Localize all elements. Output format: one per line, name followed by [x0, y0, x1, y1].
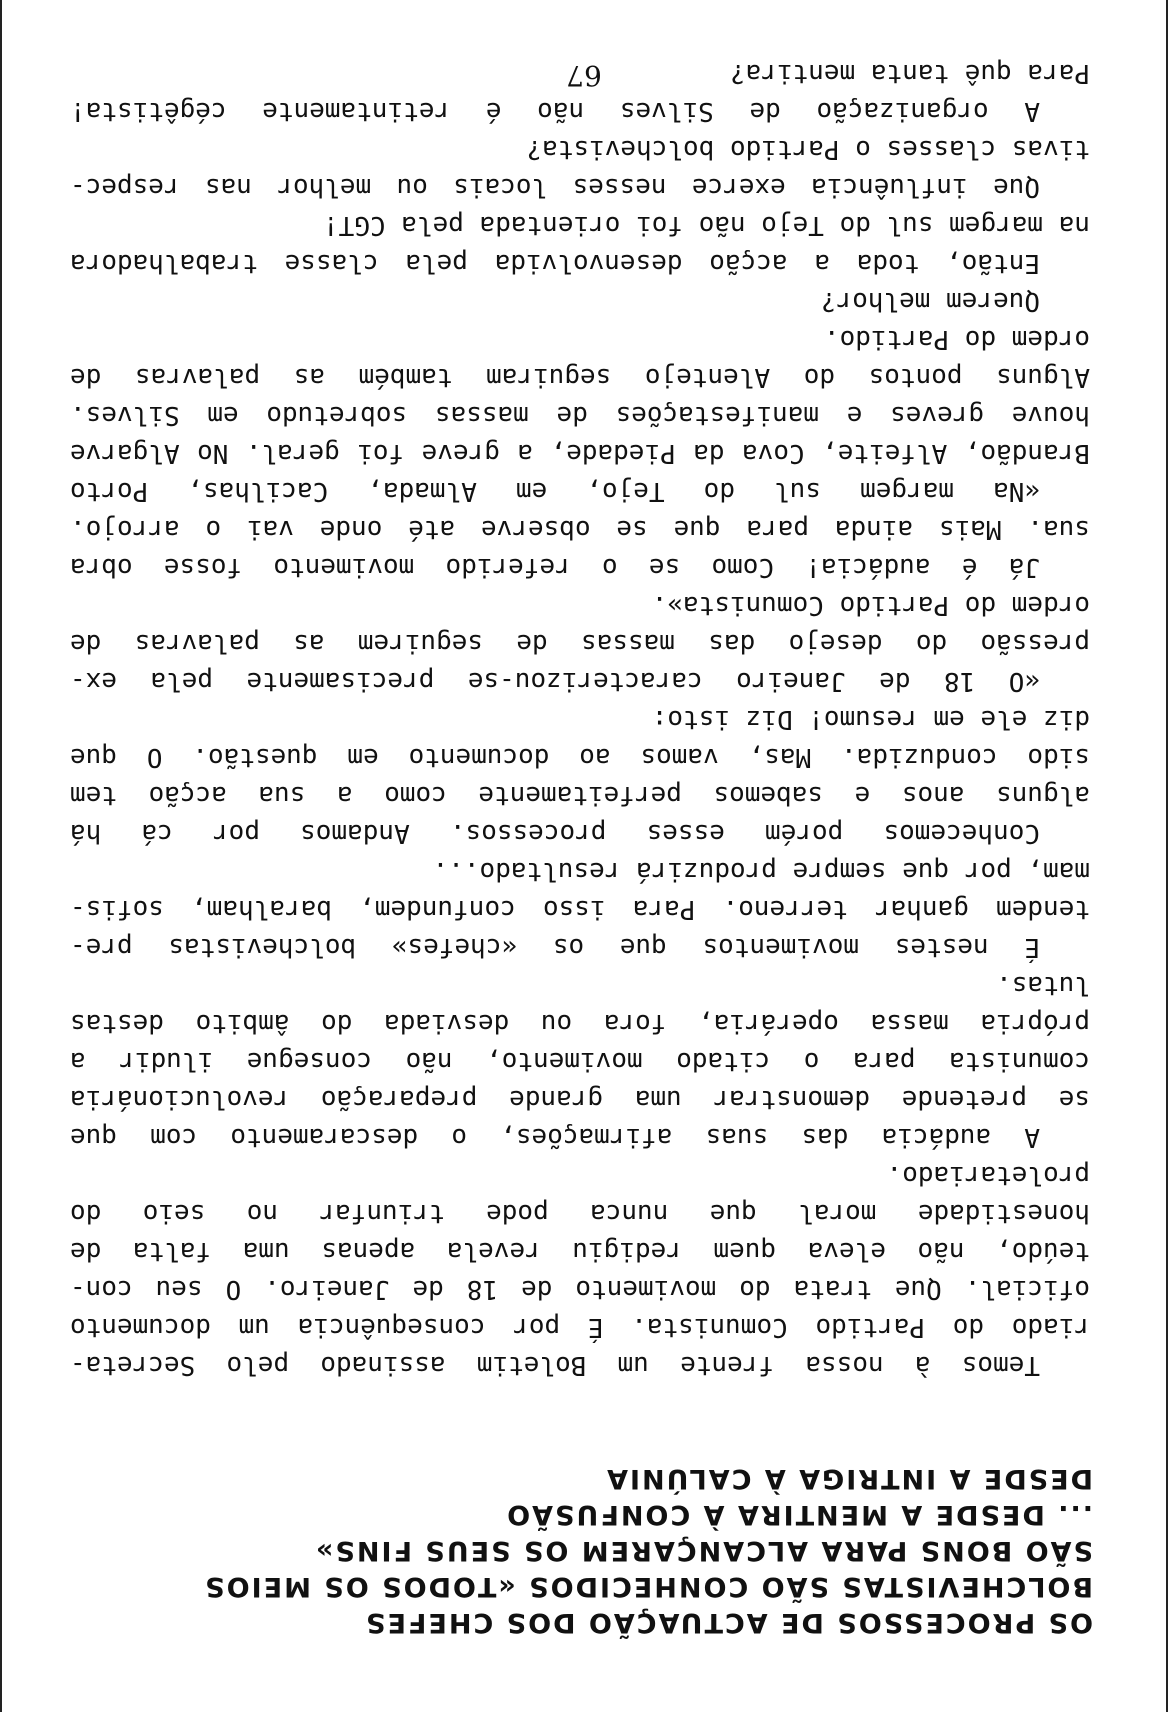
title-line: BOLCHEVISTAS SÃO CONHECIDOS «TODOS OS MEIOS — [203, 1571, 1093, 1602]
text-line: Alguns pontos do Alentejo seguiram também as palavras de — [70, 362, 1090, 392]
text-line: sido conduzida. Mas, vamos ao documento em questão. O que — [70, 742, 1090, 772]
text-line: Temos à nossa frente um Boletim assinado pelo Secreta- — [70, 1350, 1040, 1380]
text-line: sua. Mais ainda para que se observe até onde vai o arrojo. — [70, 514, 1090, 544]
text-line: A audácia das suas afirmações, o descaramento com que — [70, 1122, 1040, 1152]
title-line: DESDE A INTRIGA À CALÚNIA — [605, 1463, 1093, 1494]
text-line: lutas. — [996, 970, 1090, 1000]
text-line: riado do Partido Comunista. É por consequência um documento — [70, 1312, 1090, 1342]
text-line: diz ele em resumo! Diz isto: — [651, 704, 1090, 734]
text-line: proletariado. — [886, 1160, 1090, 1190]
text-line: É nestes movimentos que os «chefes» bolchevistas pre- — [70, 932, 1040, 962]
text-line: Conhecemos porém esses processos. Andamos por cá há — [70, 818, 1040, 848]
article-body — [70, 54, 1090, 1384]
title-line: ... DESDE A MENTIRA À CONFUSÃO — [505, 1499, 1093, 1530]
text-line: Brandão, Alfeite, Cova da Piedade, a greve foi geral. No Algarve — [70, 438, 1090, 468]
text-line: pressão do desejo das massas de seguirem as palavras de — [70, 628, 1090, 658]
text-line: Então, toda a acção desenvolvida pela classe trabalhadora — [70, 248, 1040, 278]
text-line: Que influência exerce nesses locais ou melhor nas respec- — [70, 172, 1040, 202]
page-edge-line — [0, 0, 2, 1712]
text-line: oficial. Que trata do movimento de 18 de Janeiro. O seu con- — [70, 1274, 1090, 1304]
text-line: «Na margem sul do Tejo, em Almada, Cacilhas, Porto — [70, 476, 1040, 506]
text-line: alguns anos e sabemos perfeitamente como a sua acção tem — [70, 780, 1090, 810]
text-line: honestidade moral que nunca pode triunfar no seio do — [70, 1198, 1090, 1228]
text-line: mam, por que sempre produzirá resultado... — [432, 856, 1090, 886]
text-line: tendem ganhar terreno. Para isso confundem, baralham, sofis- — [70, 894, 1090, 924]
text-line: Querem melhor? — [820, 286, 1040, 316]
text-line: se pretende demonstrar uma grande preparação revolucionária — [70, 1084, 1090, 1114]
article-title — [63, 1460, 1093, 1640]
text-line: comunista para o citado movimento, não consegue iludir a — [70, 1046, 1090, 1076]
text-line: Para quê tanta mentira? — [729, 58, 1090, 88]
text-line: ordem do Partido. — [823, 324, 1090, 354]
text-line: tivas classes o Partido bolchevista? — [526, 134, 1090, 164]
text-line: ordem do Partido Comunista». — [651, 590, 1090, 620]
text-line: na margem sul do Tejo não foi orientada pela CGT! — [322, 210, 1090, 240]
text-line: houve greves e manifestações de massas sobretudo em Silves. — [70, 400, 1090, 430]
title-line: SÃO BONS PARA ALCANÇAREM OS SEUS FINS» — [313, 1535, 1093, 1566]
title-line: OS PROCESSOS DE ACTUAÇÃO DOS CHEFES — [364, 1607, 1093, 1638]
page-number: 67 — [566, 59, 602, 92]
text-line: própria massa operária, fora ou desviada do âmbito destas — [70, 1008, 1090, 1038]
text-line: teúdo, não eleva quem redigiu revela apenas uma falta de — [70, 1236, 1090, 1266]
text-line: Já é audácia! Como se o referido movimento fosse obra — [70, 552, 1040, 582]
text-line: A organização de Silves não é retintamente cégêtista! — [70, 96, 1040, 126]
text-line: «O 18 de Janeiro caracterizou-se precisamente pela ex- — [70, 666, 1040, 696]
